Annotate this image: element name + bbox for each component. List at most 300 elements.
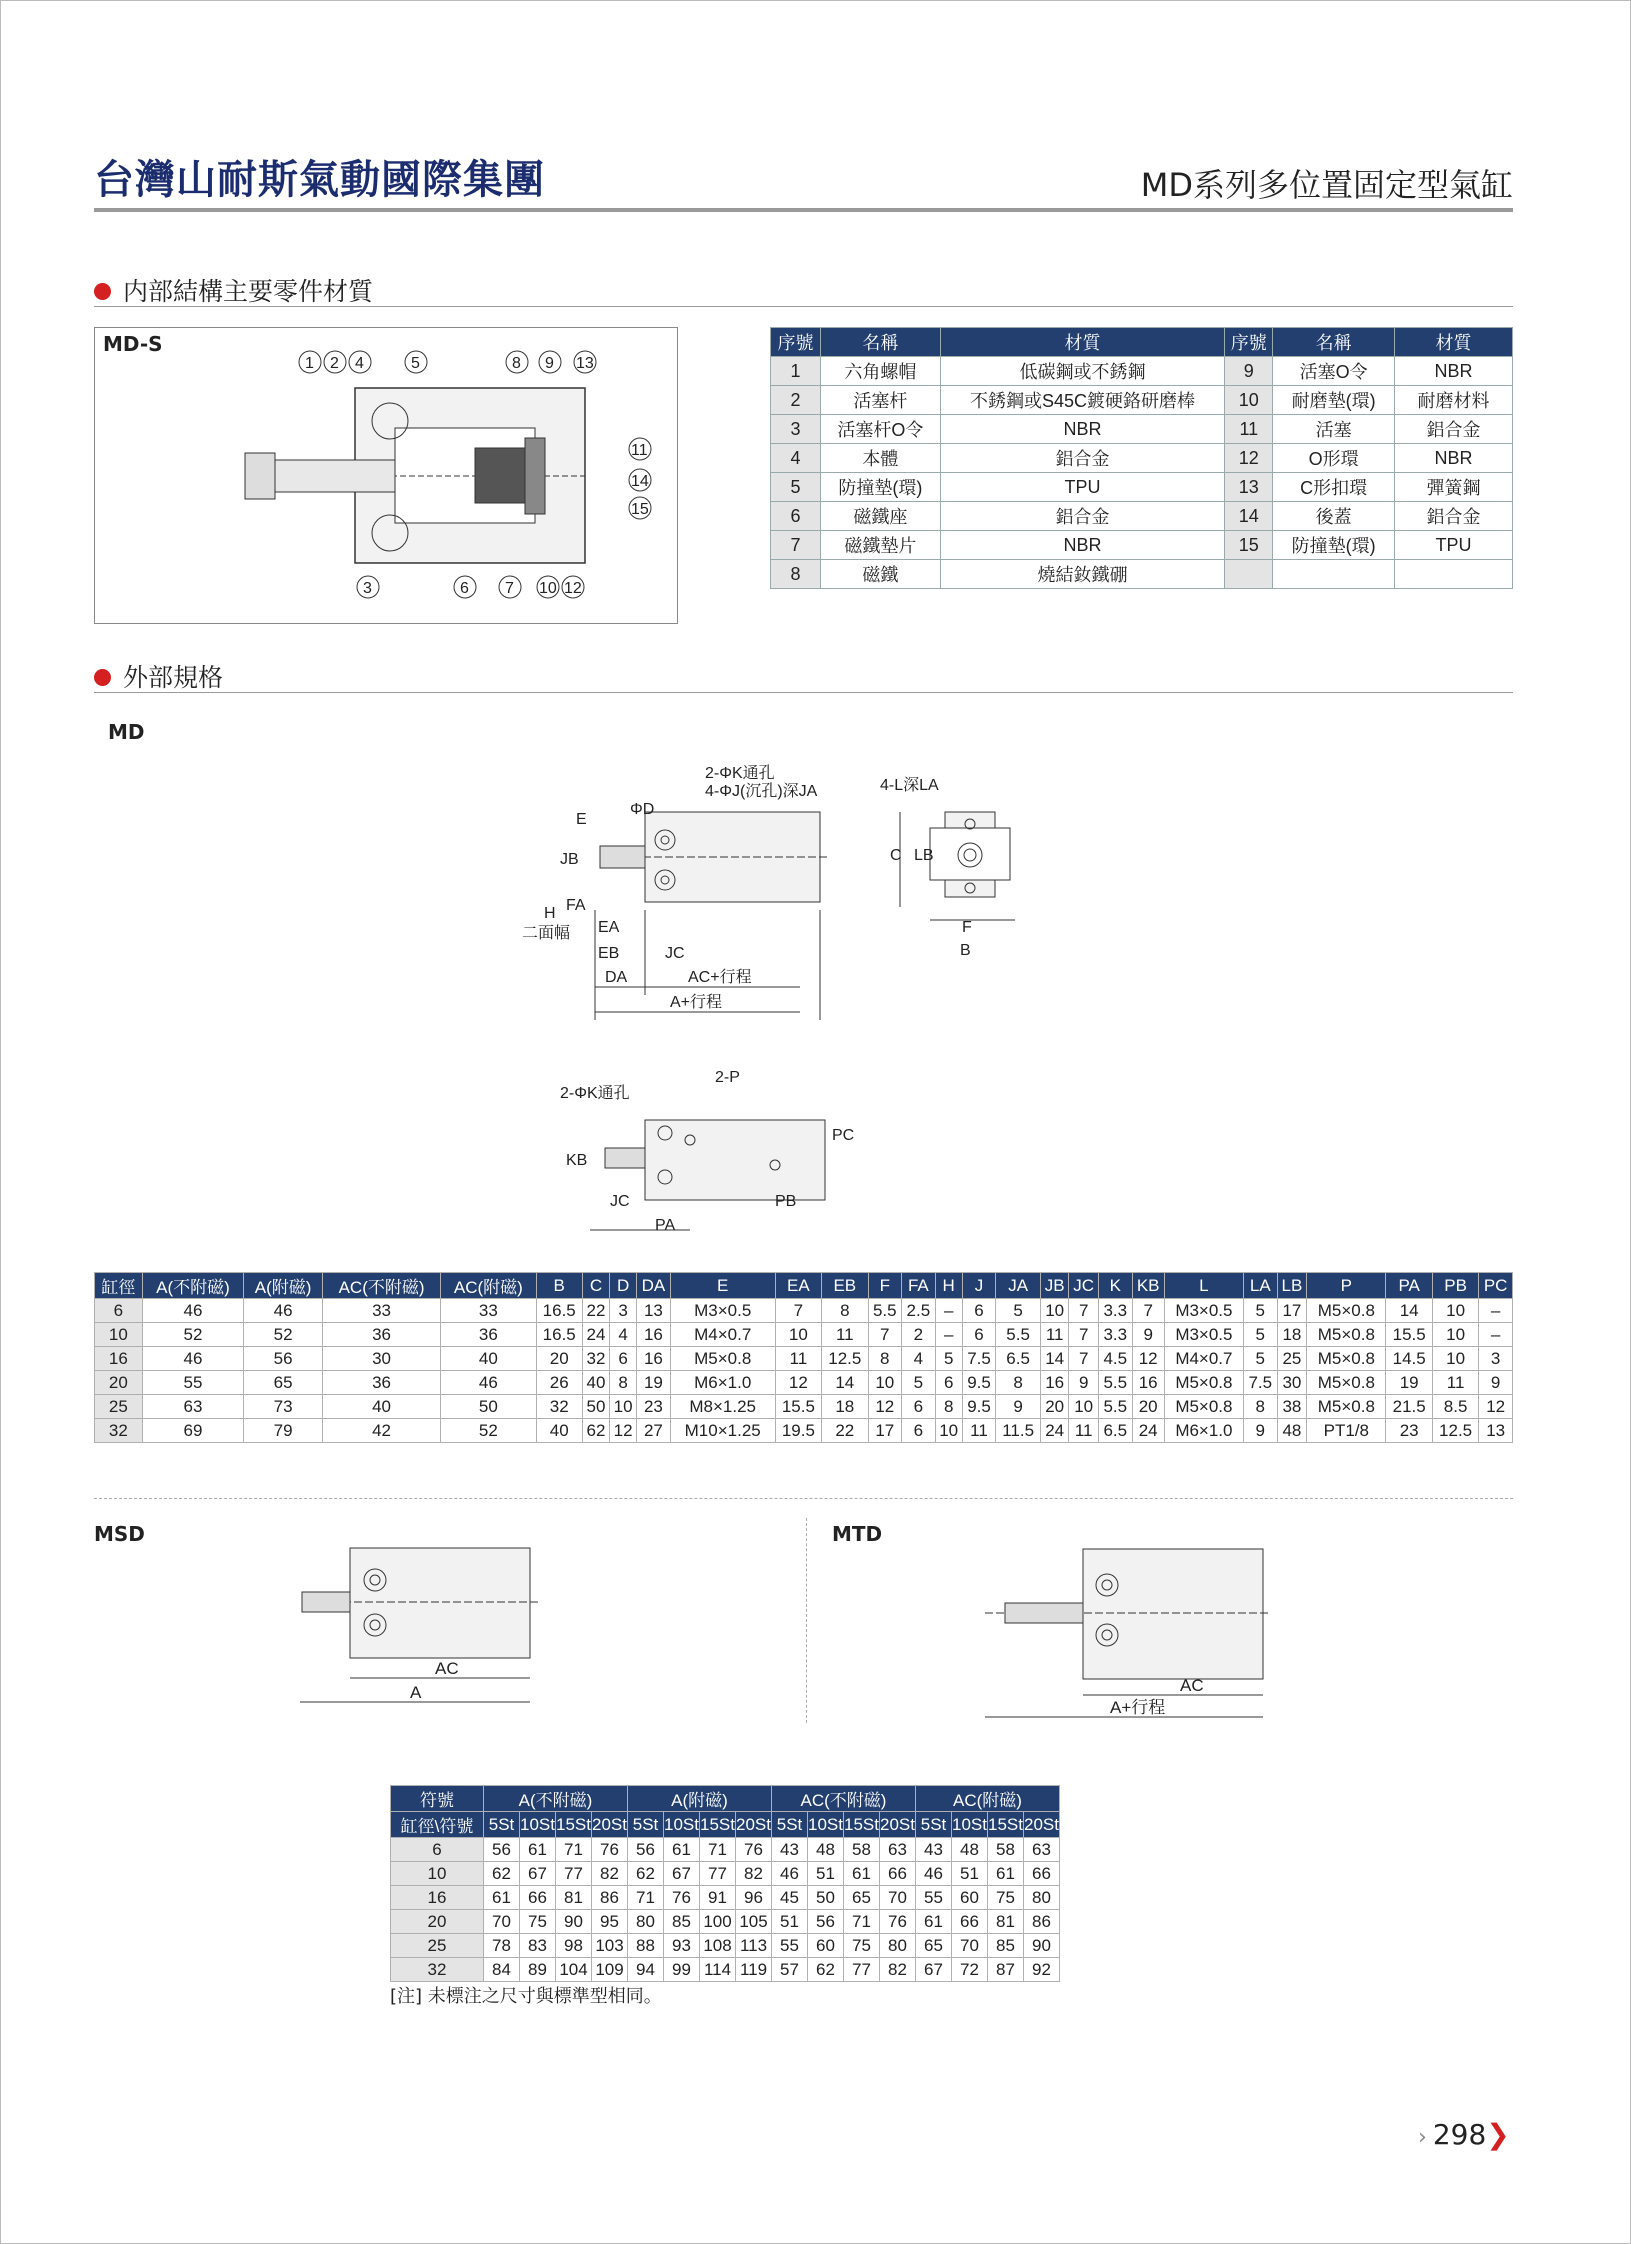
table-cell: 95	[592, 1910, 628, 1934]
table-cell: 16	[95, 1347, 143, 1371]
specs-header-cell: PC	[1479, 1273, 1513, 1299]
table-cell: M5×0.8	[1307, 1299, 1386, 1323]
table-cell: 63	[1024, 1838, 1060, 1862]
table-cell: 85	[664, 1910, 700, 1934]
table-cell: 10	[775, 1323, 821, 1347]
table-cell: 43	[772, 1838, 808, 1862]
dim-fa: FA	[566, 897, 586, 914]
table-cell: 11	[775, 1347, 821, 1371]
msd-sub-cell: 15St	[844, 1812, 880, 1838]
specs-table-header	[95, 1273, 1513, 1299]
table-cell: 46	[142, 1299, 244, 1323]
specs-header-cell: 缸徑	[95, 1273, 143, 1299]
table-row	[771, 415, 1513, 444]
mtd-drawing	[975, 1535, 1295, 1730]
table-cell: 40	[322, 1395, 440, 1419]
callout-9: 9	[545, 355, 554, 372]
table-cell: TPU	[940, 473, 1225, 502]
table-cell: 56	[628, 1838, 664, 1862]
dim-kb: KB	[566, 1152, 588, 1169]
table-cell: 3.3	[1099, 1299, 1133, 1323]
table-cell: 12.5	[822, 1347, 868, 1371]
table-cell: M3×0.5	[670, 1299, 775, 1323]
table-cell: 磁鐵墊片	[820, 531, 940, 560]
table-cell: 12	[1225, 444, 1273, 473]
table-cell: 19	[1386, 1371, 1432, 1395]
msd-sub-cell: 15St	[700, 1812, 736, 1838]
parts-header-cell: 序號	[1225, 328, 1273, 357]
table-cell: 8.5	[1432, 1395, 1478, 1419]
table-cell: 96	[736, 1886, 772, 1910]
table-cell: 55	[916, 1886, 952, 1910]
table-cell: 7	[1132, 1299, 1164, 1323]
table-cell: 20	[1040, 1395, 1068, 1419]
table-cell: 16.5	[536, 1299, 582, 1323]
table-cell: 52	[142, 1323, 244, 1347]
table-cell: 60	[808, 1934, 844, 1958]
table-cell: 99	[664, 1958, 700, 1982]
dim-two-face: 二面幅	[522, 925, 571, 942]
callout-4: 4	[355, 355, 364, 372]
table-cell: 77	[700, 1862, 736, 1886]
table-cell: 9	[1225, 357, 1273, 386]
table-cell: 6	[902, 1395, 936, 1419]
parts-header-cell: 名稱	[820, 328, 940, 357]
table-cell: 6	[771, 502, 821, 531]
page-number-text: 298	[1432, 2118, 1487, 2151]
chevron-small-icon: ›	[1418, 2125, 1427, 2150]
table-cell: 80	[880, 1934, 916, 1958]
table-cell: 6	[391, 1838, 484, 1862]
table-cell: 36	[441, 1323, 536, 1347]
table-cell: 7	[868, 1323, 902, 1347]
table-cell: C形扣環	[1273, 473, 1395, 502]
table-cell: 86	[1024, 1910, 1060, 1934]
table-cell: 51	[808, 1862, 844, 1886]
table-cell: 6	[902, 1419, 936, 1443]
parts-table-header	[771, 328, 1513, 357]
table-cell: 63	[880, 1838, 916, 1862]
table-cell: 12	[1132, 1347, 1164, 1371]
msd-sub-cell: 15St	[556, 1812, 592, 1838]
table-cell: 62	[628, 1862, 664, 1886]
table-cell: 15.5	[775, 1395, 821, 1419]
msd-sub-header	[391, 1812, 1060, 1838]
specs-header-cell: PB	[1432, 1273, 1478, 1299]
table-cell: 61	[484, 1886, 520, 1910]
table-cell: 75	[520, 1910, 556, 1934]
table-row	[95, 1347, 1513, 1371]
table-cell: 56	[484, 1838, 520, 1862]
specs-header-cell: EA	[775, 1273, 821, 1299]
table-cell: 30	[1277, 1371, 1307, 1395]
dim-f: F	[962, 919, 972, 936]
table-cell: 75	[844, 1934, 880, 1958]
table-cell: M5×0.8	[1164, 1371, 1243, 1395]
callout-8: 8	[512, 355, 521, 372]
table-cell: 33	[441, 1299, 536, 1323]
table-cell	[1225, 560, 1273, 589]
table-cell: 65	[244, 1371, 323, 1395]
table-cell: 78	[484, 1934, 520, 1958]
table-cell: 20	[95, 1371, 143, 1395]
dim-da: DA	[605, 969, 628, 986]
table-cell: M5×0.8	[1307, 1347, 1386, 1371]
table-cell: 六角螺帽	[820, 357, 940, 386]
table-row	[771, 444, 1513, 473]
table-cell: 80	[1024, 1886, 1060, 1910]
table-cell: 72	[952, 1958, 988, 1982]
table-cell: 5	[902, 1371, 936, 1395]
table-cell: 彈簧鋼	[1395, 473, 1513, 502]
md-s-diagram-box	[94, 327, 678, 624]
table-cell: 15	[1225, 531, 1273, 560]
table-cell: 5	[1244, 1299, 1278, 1323]
table-cell: 9	[1479, 1371, 1513, 1395]
table-cell: 62	[582, 1419, 609, 1443]
dim-lb: LB	[914, 847, 934, 864]
table-cell: 10	[95, 1323, 143, 1347]
table-cell: 71	[700, 1838, 736, 1862]
table-cell: 7	[771, 531, 821, 560]
specs-header-cell: FA	[902, 1273, 936, 1299]
table-cell: 57	[772, 1958, 808, 1982]
msd-group-cell: A(附磁)	[628, 1786, 772, 1812]
table-cell: 12	[1479, 1395, 1513, 1419]
table-cell: 5.5	[1099, 1395, 1133, 1419]
table-cell: 3	[771, 415, 821, 444]
table-cell: 6	[962, 1299, 996, 1323]
callout-10: 10	[539, 580, 557, 597]
table-cell: 10	[1225, 386, 1273, 415]
table-cell: 8	[771, 560, 821, 589]
table-cell: 71	[628, 1886, 664, 1910]
table-cell: 48	[808, 1838, 844, 1862]
table-cell: 8	[868, 1347, 902, 1371]
msd-sub-cell: 20St	[1024, 1812, 1060, 1838]
table-cell: M5×0.8	[670, 1347, 775, 1371]
specs-table-body	[95, 1299, 1513, 1443]
table-cell: M5×0.8	[1164, 1395, 1243, 1419]
table-cell: 13	[1225, 473, 1273, 502]
table-cell: 40	[582, 1371, 609, 1395]
table-cell: 75	[988, 1886, 1024, 1910]
table-cell: 11	[1040, 1323, 1068, 1347]
dim-pa: PA	[655, 1217, 676, 1234]
callout-13: 13	[576, 355, 594, 372]
table-cell: 22	[582, 1299, 609, 1323]
table-cell: 10	[1069, 1395, 1099, 1419]
table-cell: –	[935, 1323, 962, 1347]
table-row	[391, 1886, 1060, 1910]
table-cell: 19.5	[775, 1419, 821, 1443]
table-cell: 105	[736, 1910, 772, 1934]
table-cell: 10	[868, 1371, 902, 1395]
table-cell: 5	[771, 473, 821, 502]
table-cell: 67	[520, 1862, 556, 1886]
section-internal-heading	[94, 272, 373, 308]
table-cell: 119	[736, 1958, 772, 1982]
table-row	[95, 1395, 1513, 1419]
table-cell: 77	[556, 1862, 592, 1886]
table-cell: 63	[142, 1395, 244, 1419]
table-cell: 55	[772, 1934, 808, 1958]
md-s-label: MD-S	[103, 332, 163, 356]
table-cell: 2.5	[902, 1299, 936, 1323]
table-cell: PT1/8	[1307, 1419, 1386, 1443]
table-cell: 76	[592, 1838, 628, 1862]
dim-c: C	[890, 847, 902, 864]
table-cell: 10	[391, 1862, 484, 1886]
table-cell: 12	[775, 1371, 821, 1395]
dim-k-hole: 2-ΦK通孔	[705, 765, 775, 782]
table-cell: 70	[484, 1910, 520, 1934]
table-cell: 24	[582, 1323, 609, 1347]
table-cell: NBR	[1395, 357, 1513, 386]
parts-header-cell: 材質	[1395, 328, 1513, 357]
table-row	[95, 1323, 1513, 1347]
table-cell: 鋁合金	[1395, 502, 1513, 531]
table-cell: 86	[592, 1886, 628, 1910]
table-row	[391, 1934, 1060, 1958]
specs-table	[94, 1272, 1513, 1443]
specs-header-cell: LB	[1277, 1273, 1307, 1299]
table-cell: 14	[1040, 1347, 1068, 1371]
table-row	[771, 473, 1513, 502]
table-cell: M5×0.8	[1307, 1395, 1386, 1419]
callout-1: 1	[305, 355, 314, 372]
table-row	[95, 1299, 1513, 1323]
table-cell: 10	[610, 1395, 637, 1419]
section-external-heading	[94, 658, 223, 694]
table-cell: 12	[610, 1419, 637, 1443]
msd-group-cell: AC(不附磁)	[772, 1786, 916, 1812]
table-cell: 22	[822, 1419, 868, 1443]
table-cell: 32	[95, 1419, 143, 1443]
msd-sub-cell: 5St	[772, 1812, 808, 1838]
table-cell: 89	[520, 1958, 556, 1982]
table-cell: 7.5	[962, 1347, 996, 1371]
table-cell: 93	[664, 1934, 700, 1958]
table-cell	[1395, 560, 1513, 589]
dim-pc: PC	[832, 1127, 855, 1144]
table-cell: 70	[880, 1886, 916, 1910]
table-row	[771, 502, 1513, 531]
table-cell: 5.5	[868, 1299, 902, 1323]
msd-sub-cell: 20St	[736, 1812, 772, 1838]
msd-table-body	[391, 1838, 1060, 1982]
table-cell: 5.5	[1099, 1371, 1133, 1395]
table-cell: –	[1479, 1323, 1513, 1347]
table-cell: 88	[628, 1934, 664, 1958]
table-row	[95, 1419, 1513, 1443]
table-cell: 87	[988, 1958, 1024, 1982]
dim-b: B	[960, 942, 971, 959]
msd-group-cell: 符號	[391, 1786, 484, 1812]
table-cell: 13	[637, 1299, 671, 1323]
table-cell: 62	[484, 1862, 520, 1886]
table-cell: 69	[142, 1419, 244, 1443]
table-row	[771, 531, 1513, 560]
dim-d: ΦD	[630, 801, 655, 818]
table-cell: 103	[592, 1934, 628, 1958]
table-cell: 24	[1132, 1419, 1164, 1443]
table-cell: 25	[1277, 1347, 1307, 1371]
table-cell: 61	[844, 1862, 880, 1886]
table-cell: 5	[1244, 1347, 1278, 1371]
table-cell: 11	[1432, 1371, 1478, 1395]
table-cell: 46	[244, 1299, 323, 1323]
md-label: MD	[108, 720, 145, 744]
table-cell: 92	[1024, 1958, 1060, 1982]
table-cell: 3.3	[1099, 1323, 1133, 1347]
table-cell: 48	[952, 1838, 988, 1862]
table-cell: 8	[1244, 1395, 1278, 1419]
msd-sub-cell: 缸徑\符號	[391, 1812, 484, 1838]
table-cell: 2	[902, 1323, 936, 1347]
callout-7: 7	[505, 580, 514, 597]
specs-header-cell: AC(不附磁)	[322, 1273, 440, 1299]
specs-header-cell: P	[1307, 1273, 1386, 1299]
table-cell: 10	[1432, 1323, 1478, 1347]
msd-sub-cell: 20St	[880, 1812, 916, 1838]
specs-header-cell: L	[1164, 1273, 1243, 1299]
divider-dashed	[94, 1498, 1513, 1499]
table-cell: 104	[556, 1958, 592, 1982]
table-cell: 73	[244, 1395, 323, 1419]
table-cell: 1	[771, 357, 821, 386]
table-cell: 23	[637, 1395, 671, 1419]
msd-mtd-table	[390, 1785, 1060, 1982]
table-cell: 50	[441, 1395, 536, 1419]
table-cell: 鋁合金	[940, 502, 1225, 531]
table-cell: 16	[391, 1886, 484, 1910]
table-cell: 9.5	[962, 1371, 996, 1395]
table-cell: 46	[916, 1862, 952, 1886]
table-cell: 4	[902, 1347, 936, 1371]
table-cell: 8	[996, 1371, 1041, 1395]
table-cell: 11	[822, 1323, 868, 1347]
table-cell: 61	[664, 1838, 700, 1862]
table-cell: 14	[822, 1371, 868, 1395]
table-cell: 65	[844, 1886, 880, 1910]
mtd-a-stroke: A+行程	[1110, 1698, 1166, 1717]
table-cell: –	[1479, 1299, 1513, 1323]
table-cell: 66	[1024, 1862, 1060, 1886]
msd-a: A	[410, 1683, 422, 1702]
table-cell: 活塞杆	[820, 386, 940, 415]
dim-ac-stroke: AC+行程	[688, 969, 752, 986]
table-cell: 3	[610, 1299, 637, 1323]
table-cell: 36	[322, 1323, 440, 1347]
table-cell: 56	[244, 1347, 323, 1371]
table-cell: 76	[880, 1910, 916, 1934]
table-cell: 5	[935, 1347, 962, 1371]
table-cell: 8	[935, 1395, 962, 1419]
specs-header-cell: DA	[637, 1273, 671, 1299]
msd-sub-cell: 10St	[664, 1812, 700, 1838]
md-dimension-drawing	[510, 760, 1030, 1270]
header-rule	[94, 208, 1513, 212]
page-number	[1418, 2118, 1510, 2151]
specs-header-cell: JB	[1040, 1273, 1068, 1299]
table-cell: NBR	[1395, 444, 1513, 473]
dim-j-hole: 4-ΦJ(沉孔)深JA	[705, 783, 818, 800]
specs-header-cell: JC	[1069, 1273, 1099, 1299]
parts-header-cell: 材質	[940, 328, 1225, 357]
table-cell: 71	[556, 1838, 592, 1862]
msd-label: MSD	[94, 1522, 145, 1546]
callout-3: 3	[363, 580, 372, 597]
table-cell: 40	[536, 1419, 582, 1443]
msd-ac: AC	[435, 1659, 459, 1678]
table-cell: 21.5	[1386, 1395, 1432, 1419]
table-cell: 不銹鋼或S45C鍍硬鉻研磨棒	[940, 386, 1225, 415]
table-cell: M10×1.25	[670, 1419, 775, 1443]
specs-header-cell: JA	[996, 1273, 1041, 1299]
table-row	[391, 1838, 1060, 1862]
table-row	[771, 357, 1513, 386]
table-cell: 防撞墊(環)	[1273, 531, 1395, 560]
table-cell: 18	[1277, 1323, 1307, 1347]
table-cell: NBR	[940, 531, 1225, 560]
table-cell: M5×0.8	[1307, 1371, 1386, 1395]
table-cell: 24	[1040, 1419, 1068, 1443]
dim-jc-2: JC	[610, 1193, 630, 1210]
table-cell: 76	[664, 1886, 700, 1910]
specs-header-cell: E	[670, 1273, 775, 1299]
table-cell: 活塞O令	[1273, 357, 1395, 386]
specs-header-cell: B	[536, 1273, 582, 1299]
table-cell: 67	[916, 1958, 952, 1982]
table-cell: 6.5	[1099, 1419, 1133, 1443]
table-cell: 5	[996, 1299, 1041, 1323]
parts-table-body	[771, 357, 1513, 589]
table-cell: 8	[822, 1299, 868, 1323]
table-row	[391, 1862, 1060, 1886]
table-cell: 7	[1069, 1347, 1099, 1371]
dim-l-hole: 4-L深LA	[880, 777, 939, 794]
msd-group-cell: A(不附磁)	[484, 1786, 628, 1812]
table-cell: TPU	[1395, 531, 1513, 560]
table-cell: 14	[1386, 1299, 1432, 1323]
series-title: MD系列多位置固定型氣缸	[1140, 166, 1513, 204]
table-cell: 70	[952, 1934, 988, 1958]
table-cell: 42	[322, 1419, 440, 1443]
table-cell: 50	[582, 1395, 609, 1419]
dim-h: H	[544, 905, 556, 922]
specs-header-cell: F	[868, 1273, 902, 1299]
callout-2: 2	[330, 355, 339, 372]
msd-sub-cell: 10St	[952, 1812, 988, 1838]
table-cell: M3×0.5	[1164, 1299, 1243, 1323]
table-cell: 13	[1479, 1419, 1513, 1443]
table-cell: 113	[736, 1934, 772, 1958]
table-cell: 66	[520, 1886, 556, 1910]
table-cell: M6×1.0	[1164, 1419, 1243, 1443]
table-cell: M6×1.0	[670, 1371, 775, 1395]
table-cell: 36	[322, 1371, 440, 1395]
table-cell: 4.5	[1099, 1347, 1133, 1371]
dim-a-stroke: A+行程	[670, 994, 723, 1011]
table-cell: NBR	[940, 415, 1225, 444]
table-cell: 50	[808, 1886, 844, 1910]
dim-e: E	[576, 811, 587, 828]
specs-header-cell: A(不附磁)	[142, 1273, 244, 1299]
msd-sub-cell: 15St	[988, 1812, 1024, 1838]
table-cell: 耐磨墊(環)	[1273, 386, 1395, 415]
table-cell: 7	[1069, 1299, 1099, 1323]
